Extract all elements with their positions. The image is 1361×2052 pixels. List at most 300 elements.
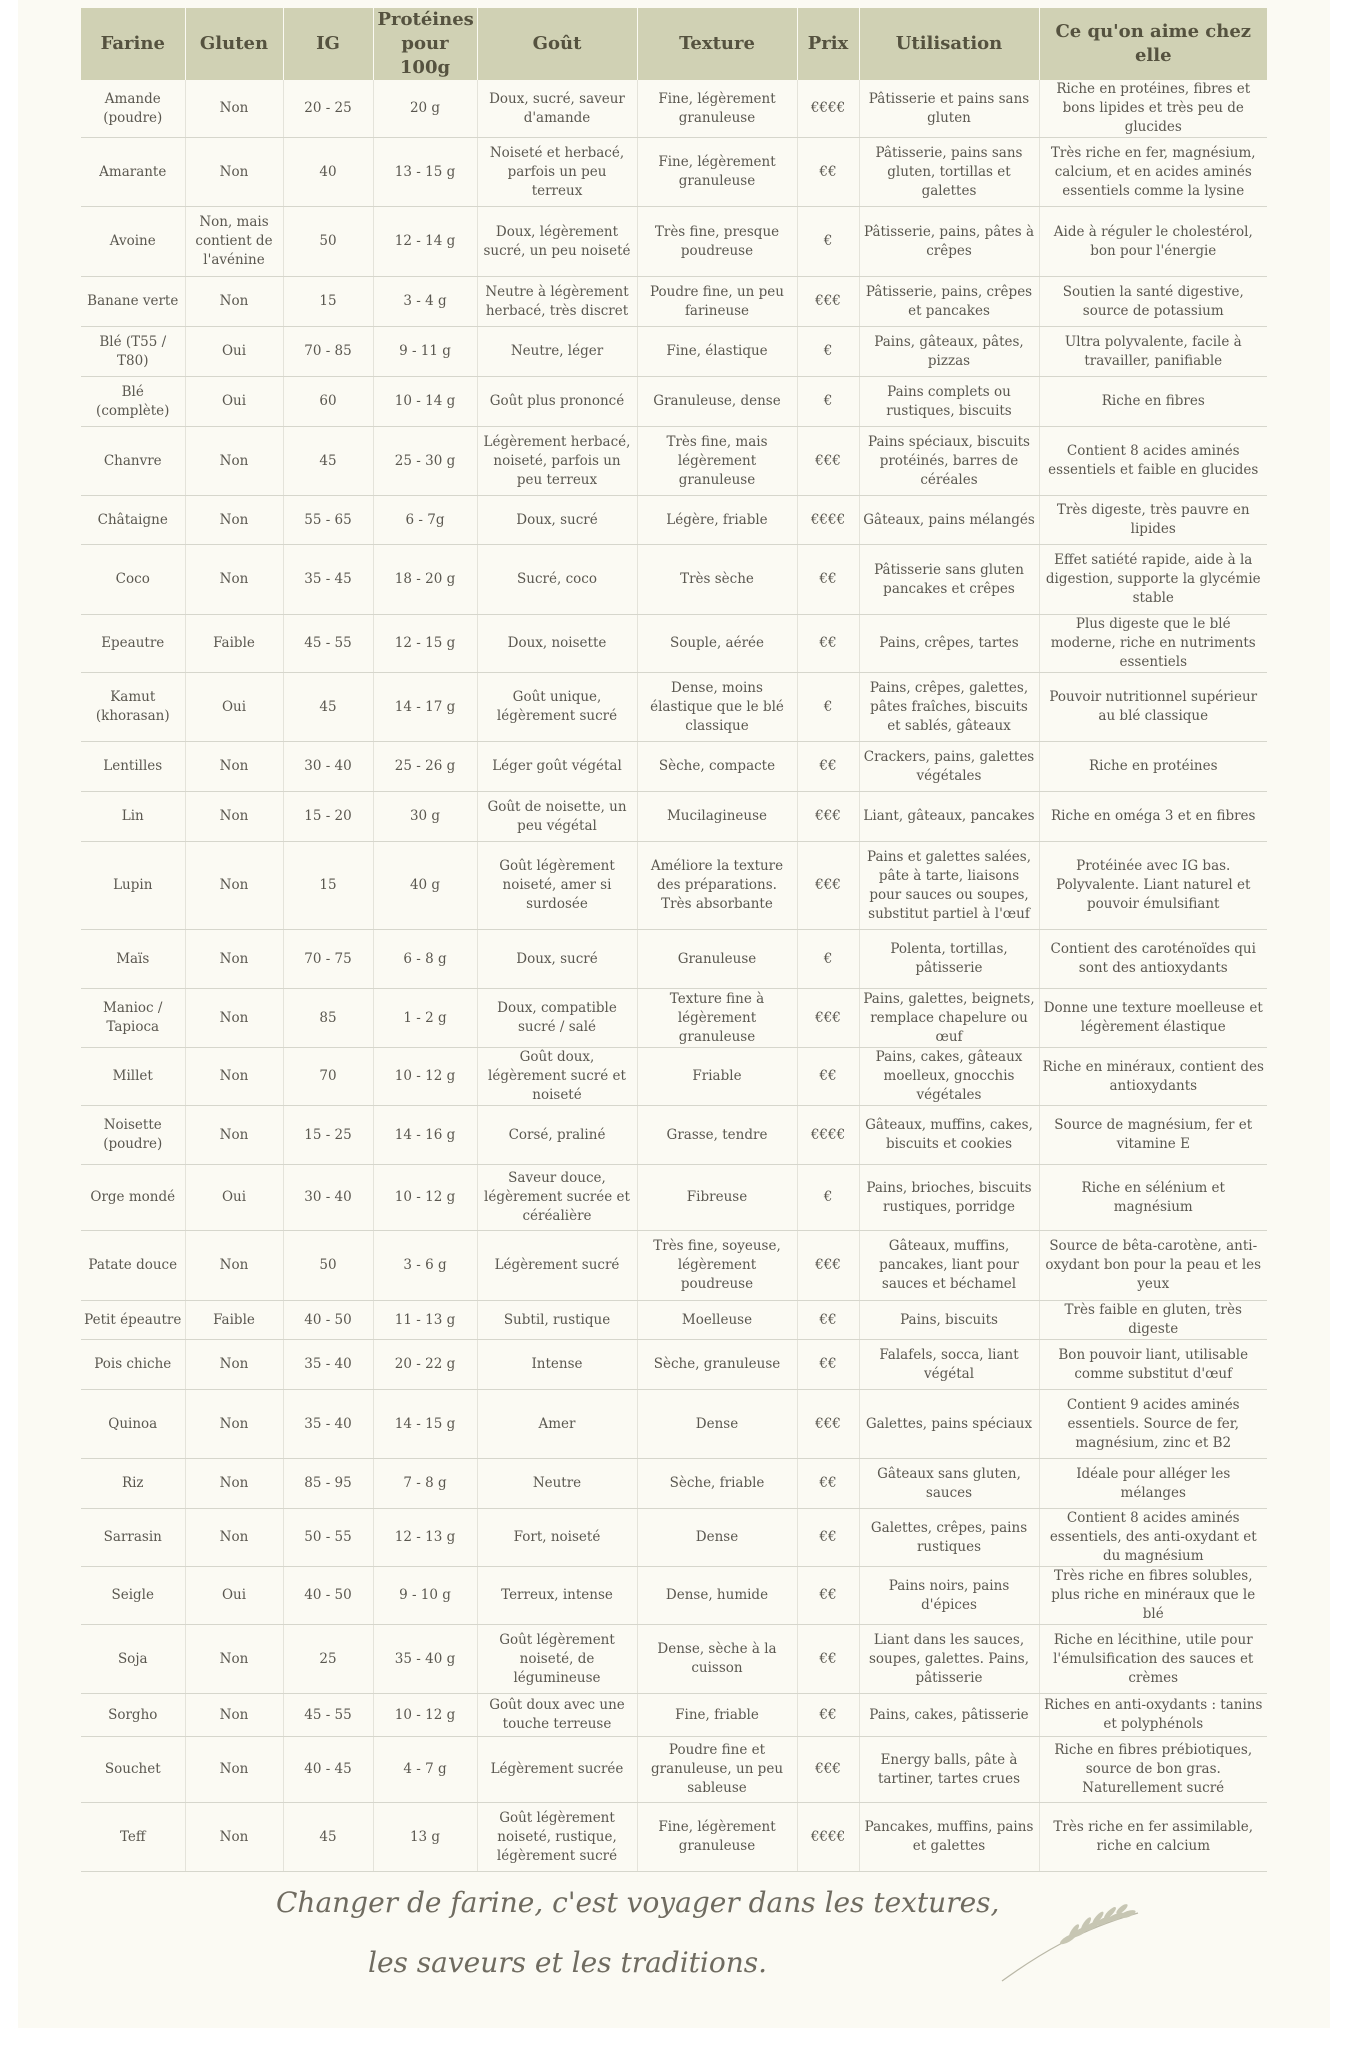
table-cell: €€ — [797, 615, 859, 673]
table-cell: Légèrement herbacé, noiseté, parfois un peu terreux — [477, 427, 637, 496]
table-cell: Non — [185, 930, 283, 989]
table-cell: 45 — [283, 673, 373, 742]
table-cell: Non — [185, 1459, 283, 1509]
table-cell: Riche en protéines — [1039, 742, 1267, 792]
table-cell: Pouvoir nutritionnel supérieur au blé classique — [1039, 673, 1267, 742]
table-cell: Neutre — [477, 1459, 637, 1509]
table-cell: Contient 8 acides aminés essentiels, des anti-oxydant et du magnésium — [1039, 1509, 1267, 1567]
table-cell: Fine, légèrement granuleuse — [637, 80, 797, 138]
table-cell: Effet satiété rapide, aide à la digestion, supporte la glycémie stable — [1039, 545, 1267, 615]
table-cell: €€ — [797, 1694, 859, 1737]
table-cell: Riche en fibres prébiotiques, source de bon gras. Naturellement sucré — [1039, 1737, 1267, 1803]
table-cell: Non — [185, 1231, 283, 1301]
table-cell: Mucilagineuse — [637, 792, 797, 842]
table-cell: Non — [185, 1048, 283, 1106]
table-cell: 14 - 15 g — [373, 1390, 477, 1459]
table-cell: Légèrement sucré — [477, 1231, 637, 1301]
table-cell: Faible — [185, 615, 283, 673]
table-cell: €€€ — [797, 277, 859, 327]
table-row — [81, 427, 1267, 496]
table-cell: Sèche, friable — [637, 1459, 797, 1509]
table-row — [81, 1459, 1267, 1509]
table-cell: Pains et galettes salées, pâte à tarte, liaisons pour sauces ou soupes, substitut partiel à l'œuf — [859, 842, 1039, 930]
column-header: Ce qu'on aime chez elle — [1039, 8, 1267, 80]
table-cell: Pains, gâteaux, pâtes, pizzas — [859, 327, 1039, 377]
table-cell: Chanvre — [81, 427, 185, 496]
table-cell: 3 - 6 g — [373, 1231, 477, 1301]
column-header: Farine — [81, 8, 185, 80]
table-cell: Seigle — [81, 1567, 185, 1625]
table-cell: Doux, légèrement sucré, un peu noiseté — [477, 207, 637, 277]
table-row — [81, 207, 1267, 277]
table-cell: Soja — [81, 1625, 185, 1694]
table-cell: Non — [185, 742, 283, 792]
table-cell: 30 - 40 — [283, 742, 373, 792]
table-cell: Bon pouvoir liant, utilisable comme substitut d'œuf — [1039, 1340, 1267, 1390]
table-cell: Millet — [81, 1048, 185, 1106]
table-cell: Très riche en fer, magnésium, calcium, et en acides aminés essentiels comme la lysine — [1039, 138, 1267, 207]
table-cell: Très digeste, très pauvre en lipides — [1039, 496, 1267, 545]
table-cell: Dense, moins élastique que le blé classique — [637, 673, 797, 742]
table-row — [81, 930, 1267, 989]
table-cell: Oui — [185, 1165, 283, 1231]
table-cell: Légèrement sucrée — [477, 1737, 637, 1803]
table-cell: 70 - 85 — [283, 327, 373, 377]
table-cell: Pâtisserie, pains sans gluten, tortillas et galettes — [859, 138, 1039, 207]
table-cell: 12 - 14 g — [373, 207, 477, 277]
table-cell: 20 g — [373, 80, 477, 138]
table-cell: Non — [185, 1737, 283, 1803]
column-header: Texture — [637, 8, 797, 80]
table-row — [81, 615, 1267, 673]
table-cell: 10 - 12 g — [373, 1165, 477, 1231]
table-cell: €€ — [797, 1459, 859, 1509]
table-cell: Riche en lécithine, utile pour l'émulsification des sauces et crèmes — [1039, 1625, 1267, 1694]
table-cell: €€€€ — [797, 80, 859, 138]
table-cell: 35 - 45 — [283, 545, 373, 615]
table-cell: Dense — [637, 1509, 797, 1567]
table-cell: Grasse, tendre — [637, 1106, 797, 1165]
table-cell: Quinoa — [81, 1390, 185, 1459]
table-cell: Subtil, rustique — [477, 1301, 637, 1340]
table-row — [81, 496, 1267, 545]
table-cell: €€ — [797, 1509, 859, 1567]
table-cell: Riche en protéines, fibres et bons lipides et très peu de glucides — [1039, 80, 1267, 138]
table-cell: 15 — [283, 842, 373, 930]
table-cell: Sorgho — [81, 1694, 185, 1737]
table-cell: Gâteaux, muffins, pancakes, liant pour sauces et béchamel — [859, 1231, 1039, 1301]
table-cell: Poudre fine, un peu farineuse — [637, 277, 797, 327]
table-cell: Orge mondé — [81, 1165, 185, 1231]
table-cell: Pâtisserie, pains, pâtes à crêpes — [859, 207, 1039, 277]
table-cell: Non — [185, 1390, 283, 1459]
table-cell: €€ — [797, 545, 859, 615]
table-cell: €€ — [797, 1567, 859, 1625]
table-cell: Pois chiche — [81, 1340, 185, 1390]
table-row — [81, 673, 1267, 742]
table-cell: 30 g — [373, 792, 477, 842]
table-cell: Petit épeautre — [81, 1301, 185, 1340]
table-cell: Très fine, mais légèrement granuleuse — [637, 427, 797, 496]
table-cell: Amarante — [81, 138, 185, 207]
table-cell: 45 - 55 — [283, 615, 373, 673]
table-cell: Doux, noisette — [477, 615, 637, 673]
table-cell: Sucré, coco — [477, 545, 637, 615]
table-cell: 70 - 75 — [283, 930, 373, 989]
table-cell: 35 - 40 — [283, 1340, 373, 1390]
table-cell: Non — [185, 80, 283, 138]
table-cell: Galettes, crêpes, pains rustiques — [859, 1509, 1039, 1567]
table-cell: Léger goût végétal — [477, 742, 637, 792]
table-cell: 25 - 30 g — [373, 427, 477, 496]
table-cell: Terreux, intense — [477, 1567, 637, 1625]
table-cell: Idéale pour alléger les mélanges — [1039, 1459, 1267, 1509]
table-cell: €€€ — [797, 1231, 859, 1301]
table-cell: Non — [185, 1803, 283, 1872]
footer-quote-line-2: les saveurs et les traditions. — [368, 1946, 768, 1979]
table-cell: 45 — [283, 1803, 373, 1872]
table-cell: Très fine, presque poudreuse — [637, 207, 797, 277]
table-cell: Goût doux avec une touche terreuse — [477, 1694, 637, 1737]
table-cell: Goût unique, légèrement sucré — [477, 673, 637, 742]
table-cell: Avoine — [81, 207, 185, 277]
table-cell: 45 — [283, 427, 373, 496]
table-row — [81, 742, 1267, 792]
table-cell: Source de bêta-carotène, anti-oxydant bon pour la peau et les yeux — [1039, 1231, 1267, 1301]
table-cell: Châtaigne — [81, 496, 185, 545]
column-header: Gluten — [185, 8, 283, 80]
table-row — [81, 1340, 1267, 1390]
table-cell: 30 - 40 — [283, 1165, 373, 1231]
table-cell: 70 — [283, 1048, 373, 1106]
table-row — [81, 327, 1267, 377]
table-row — [81, 1231, 1267, 1301]
table-row — [81, 277, 1267, 327]
table-cell: Soutien la santé digestive, source de potassium — [1039, 277, 1267, 327]
table-cell: Non — [185, 792, 283, 842]
table-cell: € — [797, 377, 859, 427]
table-cell: €€ — [797, 742, 859, 792]
table-cell: Pains, crêpes, galettes, pâtes fraîches, biscuits et sablés, gâteaux — [859, 673, 1039, 742]
table-cell: Très riche en fibres solubles, plus riche en minéraux que le blé — [1039, 1567, 1267, 1625]
table-row — [81, 138, 1267, 207]
table-cell: Banane verte — [81, 277, 185, 327]
table-cell: Doux, sucré — [477, 496, 637, 545]
table-cell: Riches en anti-oxydants : tanins et polyphénols — [1039, 1694, 1267, 1737]
table-cell: 12 - 15 g — [373, 615, 477, 673]
table-cell: Pains, galettes, beignets, remplace chapelure ou œuf — [859, 989, 1039, 1048]
table-cell: 13 - 15 g — [373, 138, 477, 207]
footer-quote-line-1: Changer de farine, c'est voyager dans les textures, — [276, 1886, 1000, 1919]
table-cell: Ultra polyvalente, facile à travailler, panifiable — [1039, 327, 1267, 377]
table-cell: 15 — [283, 277, 373, 327]
table-cell: 4 - 7 g — [373, 1737, 477, 1803]
table-cell: € — [797, 930, 859, 989]
table-cell: 25 — [283, 1625, 373, 1694]
table-cell: Neutre à légèrement herbacé, très discret — [477, 277, 637, 327]
table-row — [81, 1509, 1267, 1567]
table-cell: Sèche, compacte — [637, 742, 797, 792]
table-cell: Fine, légèrement granuleuse — [637, 1803, 797, 1872]
table-cell: 40 g — [373, 842, 477, 930]
table-cell: Doux, sucré — [477, 930, 637, 989]
table-cell: Neutre, léger — [477, 327, 637, 377]
table-cell: Souchet — [81, 1737, 185, 1803]
table-cell: Source de magnésium, fer et vitamine E — [1039, 1106, 1267, 1165]
table-cell: €€€ — [797, 427, 859, 496]
table-cell: 25 - 26 g — [373, 742, 477, 792]
table-cell: 20 - 25 — [283, 80, 373, 138]
table-cell: Patate douce — [81, 1231, 185, 1301]
table-cell: €€ — [797, 1625, 859, 1694]
table-cell: Non — [185, 496, 283, 545]
table-cell: Pâtisserie sans gluten pancakes et crêpes — [859, 545, 1039, 615]
table-cell: Non — [185, 1694, 283, 1737]
table-cell: Corsé, praliné — [477, 1106, 637, 1165]
table-cell: Souple, aérée — [637, 615, 797, 673]
table-cell: 55 - 65 — [283, 496, 373, 545]
table-cell: Sarrasin — [81, 1509, 185, 1567]
table-cell: 50 — [283, 207, 373, 277]
table-cell: Non — [185, 545, 283, 615]
table-cell: € — [797, 207, 859, 277]
table-cell: Riz — [81, 1459, 185, 1509]
column-header: IG — [283, 8, 373, 80]
table-cell: € — [797, 1165, 859, 1231]
column-header: Protéines pour 100g — [373, 8, 477, 80]
table-cell: Blé (T55 / T80) — [81, 327, 185, 377]
table-cell: €€€ — [797, 1737, 859, 1803]
table-cell: Riche en fibres — [1039, 377, 1267, 427]
table-cell: Goût doux, légèrement sucré et noiseté — [477, 1048, 637, 1106]
table-cell: Très faible en gluten, très digeste — [1039, 1301, 1267, 1340]
table-cell: Energy balls, pâte à tartiner, tartes crues — [859, 1737, 1039, 1803]
table-cell: Pains noirs, pains d'épices — [859, 1567, 1039, 1625]
table-cell: Non — [185, 1509, 283, 1567]
table-cell: €€€ — [797, 1390, 859, 1459]
table-cell: 3 - 4 g — [373, 277, 477, 327]
table-cell: Protéinée avec IG bas. Polyvalente. Liant naturel et pouvoir émulsifiant — [1039, 842, 1267, 930]
table-cell: Oui — [185, 377, 283, 427]
column-header: Prix — [797, 8, 859, 80]
table-cell: Fibreuse — [637, 1165, 797, 1231]
table-cell: Teff — [81, 1803, 185, 1872]
table-cell: Lentilles — [81, 742, 185, 792]
table-cell: Pains spéciaux, biscuits protéinés, barres de céréales — [859, 427, 1039, 496]
table-cell: Légère, friable — [637, 496, 797, 545]
table-body — [81, 80, 1267, 1872]
table-cell: €€€€ — [797, 1803, 859, 1872]
table-cell: €€ — [797, 1048, 859, 1106]
table-cell: Pancakes, muffins, pains et galettes — [859, 1803, 1039, 1872]
table-cell: Noiseté et herbacé, parfois un peu terreux — [477, 138, 637, 207]
table-cell: €€€ — [797, 842, 859, 930]
table-cell: Plus digeste que le blé moderne, riche en nutriments essentiels — [1039, 615, 1267, 673]
table-row — [81, 1625, 1267, 1694]
table-cell: Manioc / Tapioca — [81, 989, 185, 1048]
table-cell: Dense, sèche à la cuisson — [637, 1625, 797, 1694]
table-row — [81, 1048, 1267, 1106]
table-cell: Faible — [185, 1301, 283, 1340]
table-cell: Texture fine à légèrement granuleuse — [637, 989, 797, 1048]
table-cell: Gâteaux, pains mélangés — [859, 496, 1039, 545]
table-cell: 7 - 8 g — [373, 1459, 477, 1509]
table-cell: €€ — [797, 1340, 859, 1390]
table-cell: 40 - 50 — [283, 1567, 373, 1625]
table-cell: Doux, compatible sucré / salé — [477, 989, 637, 1048]
table-cell: Non — [185, 1340, 283, 1390]
table-row — [81, 80, 1267, 138]
table-header-row — [81, 8, 1267, 80]
table-cell: 35 - 40 — [283, 1390, 373, 1459]
table-cell: Galettes, pains spéciaux — [859, 1390, 1039, 1459]
table-cell: 14 - 17 g — [373, 673, 477, 742]
table-cell: Goût légèrement noiseté, de légumineuse — [477, 1625, 637, 1694]
table-cell: 60 — [283, 377, 373, 427]
table-cell: Non — [185, 138, 283, 207]
table-cell: Liant, gâteaux, pancakes — [859, 792, 1039, 842]
table-cell: 40 - 50 — [283, 1301, 373, 1340]
table-row — [81, 545, 1267, 615]
table-cell: Moelleuse — [637, 1301, 797, 1340]
table-cell: Lupin — [81, 842, 185, 930]
table-cell: Maïs — [81, 930, 185, 989]
table-cell: Donne une texture moelleuse et légèrement élastique — [1039, 989, 1267, 1048]
column-header: Utilisation — [859, 8, 1039, 80]
table-cell: Très fine, soyeuse, légèrement poudreuse — [637, 1231, 797, 1301]
table-cell: 9 - 10 g — [373, 1567, 477, 1625]
table-cell: Contient 9 acides aminés essentiels. Source de fer, magnésium, zinc et B2 — [1039, 1390, 1267, 1459]
table-row — [81, 1737, 1267, 1803]
table-cell: Kamut (khorasan) — [81, 673, 185, 742]
table-cell: Polenta, tortillas, pâtisserie — [859, 930, 1039, 989]
table-row — [81, 989, 1267, 1048]
column-header: Goût — [477, 8, 637, 80]
table-cell: € — [797, 673, 859, 742]
table-cell: Goût légèrement noiseté, amer si surdosée — [477, 842, 637, 930]
table-cell: 13 g — [373, 1803, 477, 1872]
table-cell: 35 - 40 g — [373, 1625, 477, 1694]
table-cell: Doux, sucré, saveur d'amande — [477, 80, 637, 138]
table-cell: 15 - 20 — [283, 792, 373, 842]
table-cell: Sèche, granuleuse — [637, 1340, 797, 1390]
table-row — [81, 1694, 1267, 1737]
table-cell: Très riche en fer assimilable, riche en calcium — [1039, 1803, 1267, 1872]
table-cell: Pâtisserie, pains, crêpes et pancakes — [859, 277, 1039, 327]
table-cell: Fort, noiseté — [477, 1509, 637, 1567]
table-cell: Amande (poudre) — [81, 80, 185, 138]
table-cell: 10 - 14 g — [373, 377, 477, 427]
table-cell: Intense — [477, 1340, 637, 1390]
table-cell: 45 - 55 — [283, 1694, 373, 1737]
table-row — [81, 1106, 1267, 1165]
table-row — [81, 1803, 1267, 1872]
table-cell: Pains, cakes, pâtisserie — [859, 1694, 1039, 1737]
table-cell: Oui — [185, 1567, 283, 1625]
table-cell: Epeautre — [81, 615, 185, 673]
table-row — [81, 842, 1267, 930]
table-cell: € — [797, 327, 859, 377]
table-cell: €€€€ — [797, 1106, 859, 1165]
table-cell: Pains, brioches, biscuits rustiques, porridge — [859, 1165, 1039, 1231]
page-sheet — [18, 0, 1330, 2028]
table-cell: €€ — [797, 1301, 859, 1340]
table-cell: Aide à réguler le cholestérol, bon pour l'énergie — [1039, 207, 1267, 277]
table-cell: Riche en oméga 3 et en fibres — [1039, 792, 1267, 842]
table-cell: 85 - 95 — [283, 1459, 373, 1509]
flour-comparison-table — [81, 8, 1267, 1872]
table-cell: €€€€ — [797, 496, 859, 545]
table-cell: 40 — [283, 138, 373, 207]
table-cell: Améliore la texture des préparations. Très absorbante — [637, 842, 797, 930]
table-cell: Non — [185, 1106, 283, 1165]
table-cell: Lin — [81, 792, 185, 842]
table-cell: Dense — [637, 1390, 797, 1459]
table-cell: 10 - 12 g — [373, 1694, 477, 1737]
table-cell: 6 - 7g — [373, 496, 477, 545]
table-cell: 1 - 2 g — [373, 989, 477, 1048]
table-cell: 50 - 55 — [283, 1509, 373, 1567]
table-cell: Dense, humide — [637, 1567, 797, 1625]
table-cell: Goût plus prononcé — [477, 377, 637, 427]
table-cell: Coco — [81, 545, 185, 615]
table-cell: Fine, élastique — [637, 327, 797, 377]
table-cell: 18 - 20 g — [373, 545, 477, 615]
table-cell: 85 — [283, 989, 373, 1048]
table-cell: 6 - 8 g — [373, 930, 477, 989]
table-cell: Non — [185, 427, 283, 496]
table-cell: Gâteaux sans gluten, sauces — [859, 1459, 1039, 1509]
table-cell: Très sèche — [637, 545, 797, 615]
table-cell: Pâtisserie et pains sans gluten — [859, 80, 1039, 138]
table-cell: Fine, friable — [637, 1694, 797, 1737]
table-cell: 10 - 12 g — [373, 1048, 477, 1106]
table-cell: €€€ — [797, 792, 859, 842]
table-cell: Riche en minéraux, contient des antioxydants — [1039, 1048, 1267, 1106]
table-cell: Gâteaux, muffins, cakes, biscuits et cookies — [859, 1106, 1039, 1165]
table-cell: Goût légèrement noiseté, rustique, légèrement sucré — [477, 1803, 637, 1872]
table-cell: Non — [185, 989, 283, 1048]
table-cell: Granuleuse, dense — [637, 377, 797, 427]
table-cell: Saveur douce, légèrement sucrée et céréalière — [477, 1165, 637, 1231]
table-row — [81, 377, 1267, 427]
table-cell: Friable — [637, 1048, 797, 1106]
table-cell: 9 - 11 g — [373, 327, 477, 377]
table-cell: Riche en sélénium et magnésium — [1039, 1165, 1267, 1231]
table-cell: Pains, cakes, gâteaux moelleux, gnocchis végétales — [859, 1048, 1039, 1106]
table-cell: Non — [185, 1625, 283, 1694]
table-cell: Falafels, socca, liant végétal — [859, 1340, 1039, 1390]
table-cell: 50 — [283, 1231, 373, 1301]
table-cell: Contient 8 acides aminés essentiels et faible en glucides — [1039, 427, 1267, 496]
table-cell: 40 - 45 — [283, 1737, 373, 1803]
table-cell: Pains complets ou rustiques, biscuits — [859, 377, 1039, 427]
table-cell: Pains, crêpes, tartes — [859, 615, 1039, 673]
table-cell: Blé (complète) — [81, 377, 185, 427]
table-cell: Oui — [185, 327, 283, 377]
table-cell: €€€ — [797, 989, 859, 1048]
table-cell: 12 - 13 g — [373, 1509, 477, 1567]
table-cell: Oui — [185, 673, 283, 742]
table-cell: 15 - 25 — [283, 1106, 373, 1165]
table-cell: Amer — [477, 1390, 637, 1459]
table-cell: Non — [185, 277, 283, 327]
table-cell: 20 - 22 g — [373, 1340, 477, 1390]
table-row — [81, 792, 1267, 842]
table-row — [81, 1567, 1267, 1625]
table-row — [81, 1390, 1267, 1459]
table-cell: Liant dans les sauces, soupes, galettes. Pains, pâtisserie — [859, 1625, 1039, 1694]
